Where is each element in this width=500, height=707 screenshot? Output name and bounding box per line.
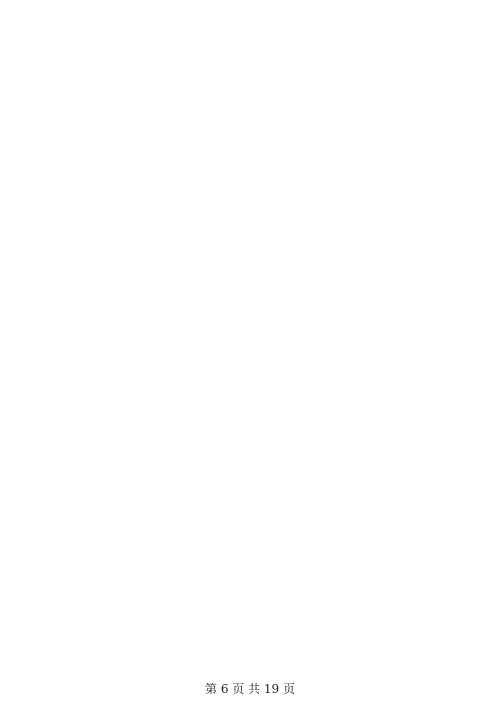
page-footer: 第 6 页 共 19 页: [205, 682, 295, 696]
